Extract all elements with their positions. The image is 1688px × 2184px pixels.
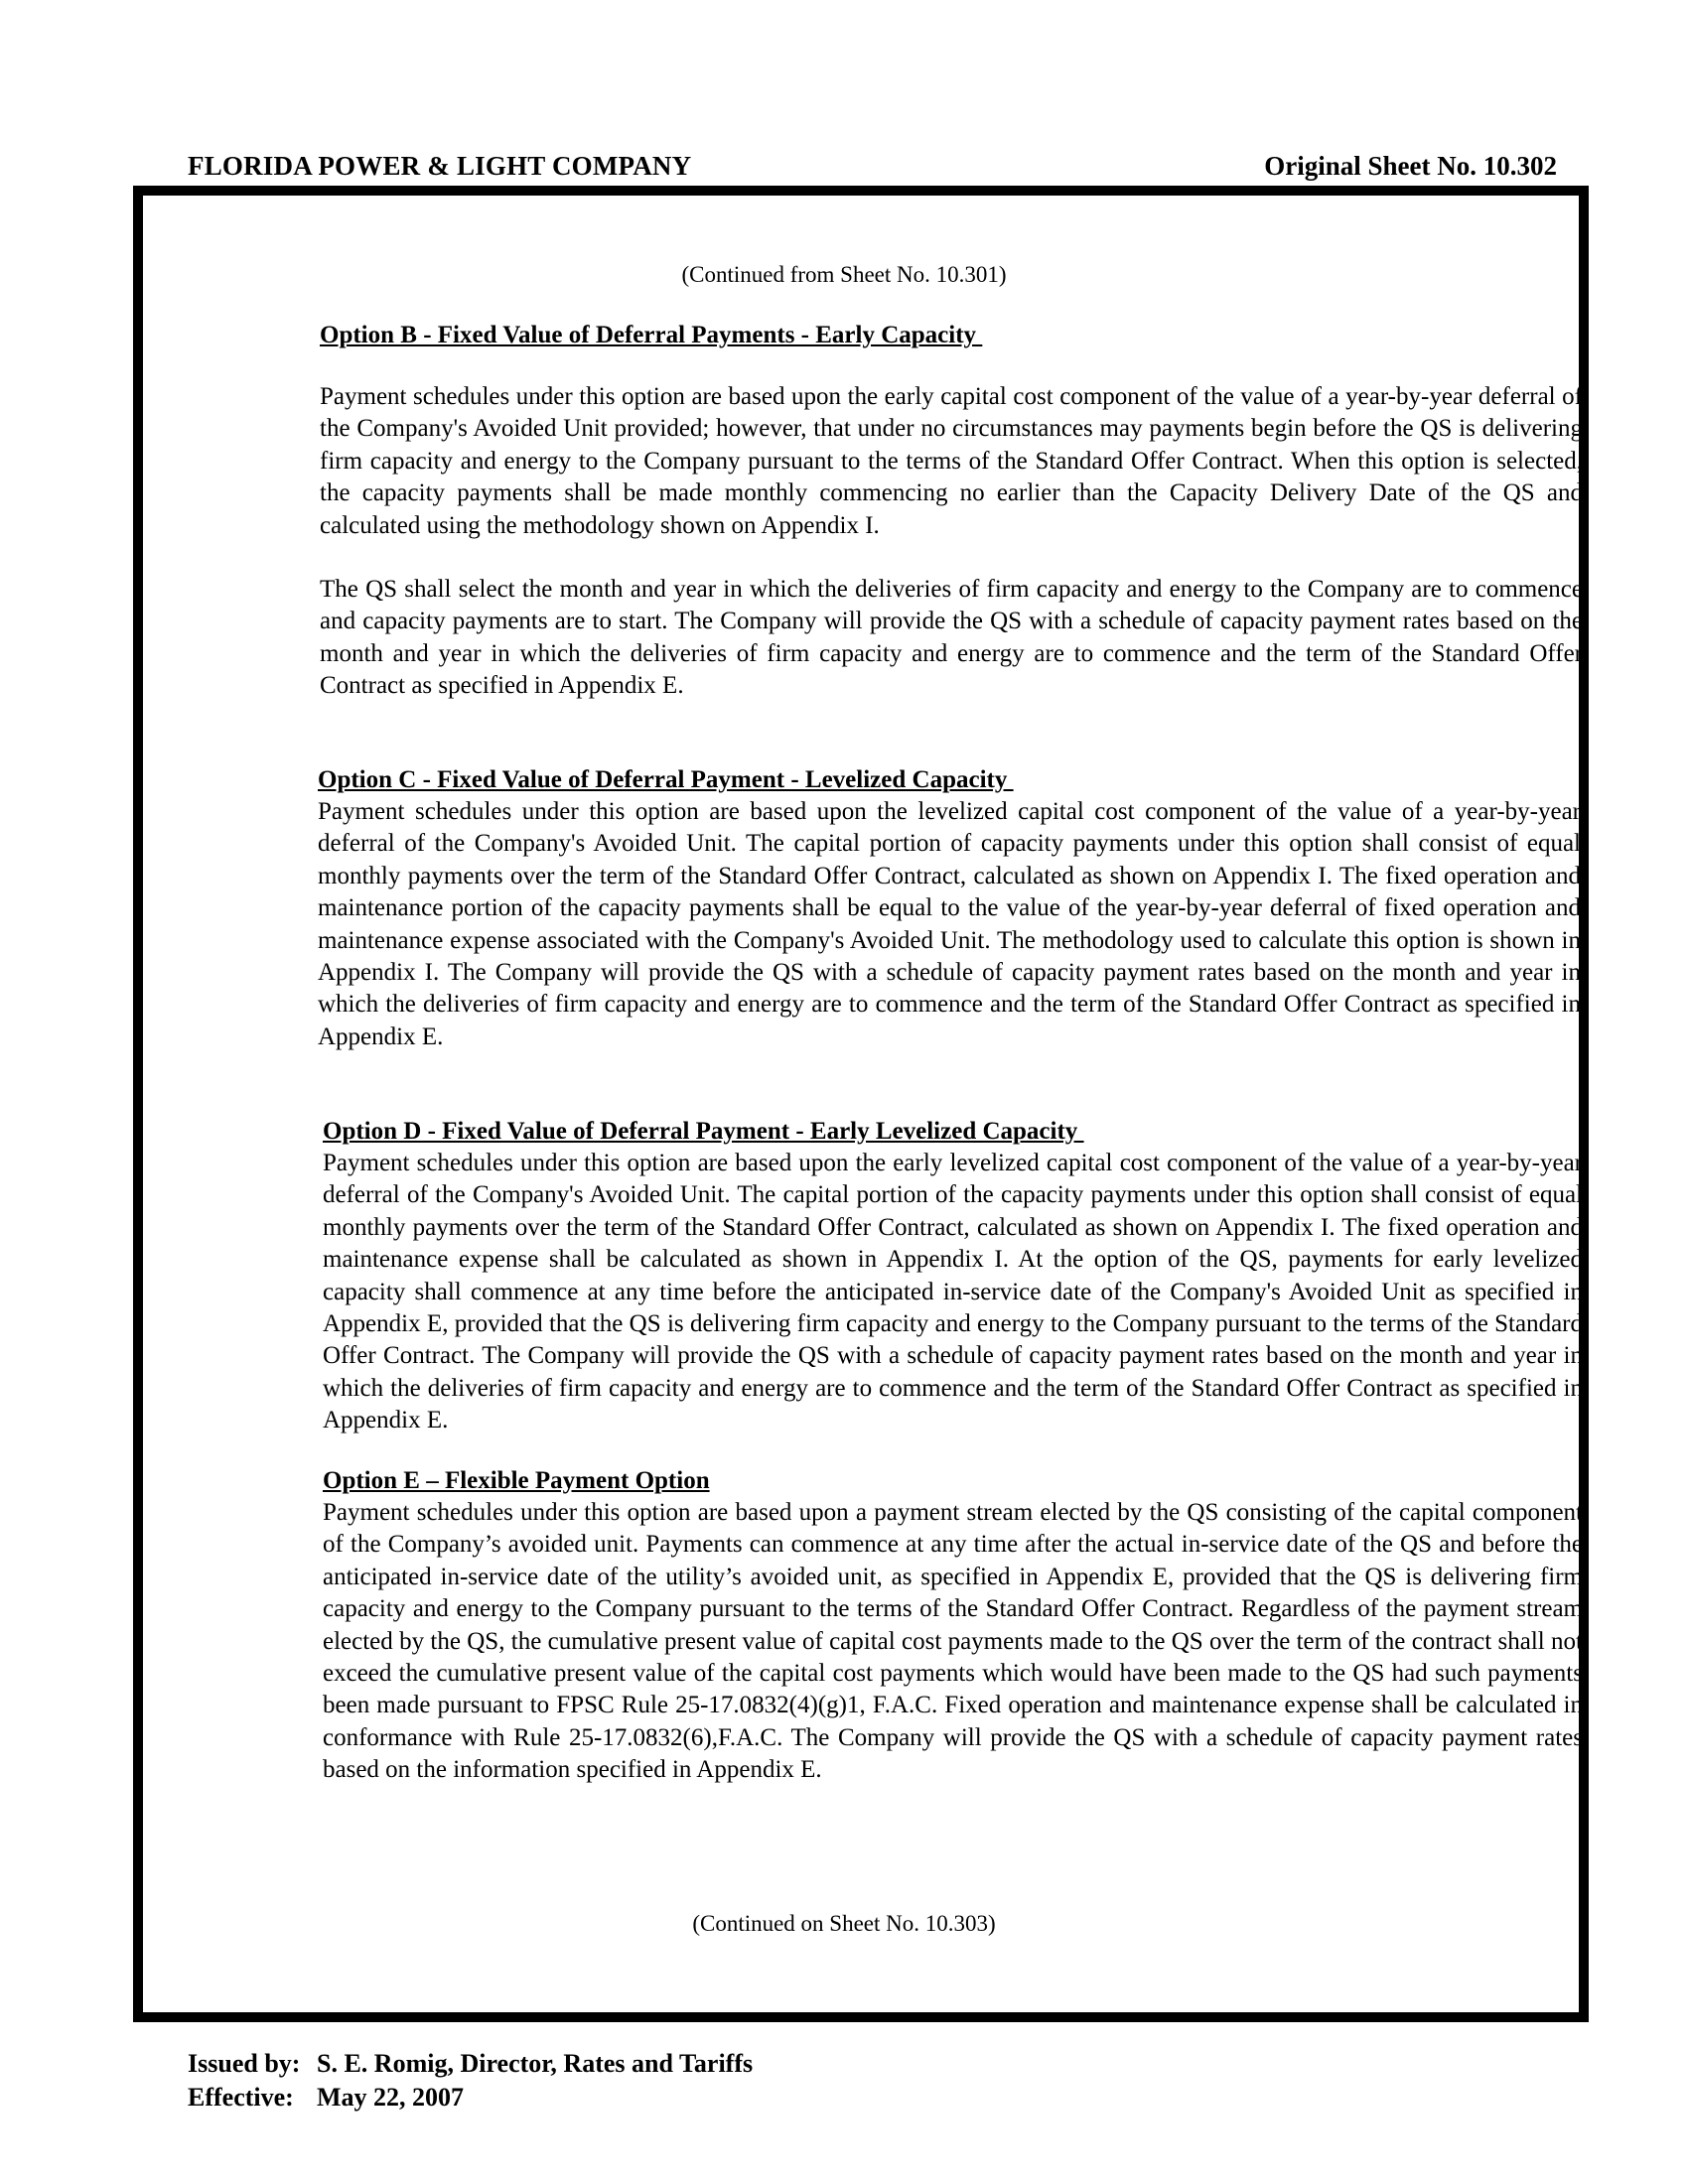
- option-b-paragraph-2: The QS shall select the month and year in which the deliveries of firm capacity and energy to the Company are to commence and capacity payments are to start. The Company will provide the QS with a schedule of capacity payment rates based on the month and year in which the deliveries of firm capacity and energy are to commence and the term of the Standard Offer Contract as specified in Appendix E.: [320, 576, 1583, 700]
- option-d-heading: Option D - Fixed Value of Deferral Payment - Early Levelized Capacity: [323, 1118, 1084, 1145]
- footer: [188, 2047, 753, 2115]
- option-d-paragraph: Payment schedules under this option are based upon the early levelized capital cost component of the value of a year-by-year deferral of the Company's Avoided Unit. The capital portion of the capacity payments under this option shall consist of equal monthly payments over the term of the Standard Offer Contract, calculated as shown on Appendix I. The fixed operation and maintenance expense shall be calculated as shown in Appendix I. At the option of the QS, payments for early levelized capacity shall commence at any time before the anticipated in-service date of the Company's Avoided Unit as specified in Appendix E, provided that the QS is delivering firm capacity and energy to the Company pursuant to the terms of the Standard Offer Contract. The Company will provide the QS with a schedule of capacity payment rates based on the month and year in which the deliveries of firm capacity and energy are to commence and the term of the Standard Offer Contract as specified in Appendix E.: [323, 1150, 1583, 1434]
- effective-label: Effective:: [188, 2083, 294, 2112]
- issued-by-value: S. E. Romig, Director, Rates and Tariffs: [317, 2049, 754, 2078]
- option-b-section: [320, 320, 1583, 703]
- option-b-paragraph-1: Payment schedules under this option are based upon the early capital cost component of the value of a year-by-year deferral of the Company's Avoided Unit provided; however, that under no circumstances may payments begin before the QS is delivering firm capacity and energy to the Company pursuant to the terms of the Standard Offer Contract. When this option is selected, the capacity payments shall be made monthly commencing no earlier than the Capacity Delivery Date of the QS and calculated using the methodology shown on Appendix I.: [320, 383, 1583, 539]
- option-c-heading: Option C - Fixed Value of Deferral Payment - Levelized Capacity: [318, 766, 1014, 793]
- option-d-section: [323, 1116, 1583, 1437]
- paragraph-spacer: [320, 542, 1583, 574]
- effective-row: [188, 2081, 753, 2115]
- sheet-number: Original Sheet No. 10.302: [1264, 151, 1557, 181]
- option-e-heading: Option E – Flexible Payment Option: [323, 1467, 710, 1494]
- issued-by-label: Issued by:: [188, 2049, 301, 2078]
- issued-by-row: [188, 2047, 753, 2081]
- option-e-paragraph: Payment schedules under this option are based upon a payment stream elected by the QS consisting of the capital component of the Company’s avoided unit. Payments can commence at any time after the actual in-service date of the QS and before the anticipated in-service date of the utility’s avoided unit, as specified in Appendix E, provided that the QS is delivering firm capacity and energy to the Company pursuant to the terms of the Standard Offer Contract. Regardless of the payment stream elected by the QS, the cumulative present value of capital cost payments made to the QS over the term of the contract shall not exceed the cumulative present value of the capital cost payments which would have been made to the QS had such payments been made pursuant to FPSC Rule 25-17.0832(4)(g)1, F.A.C. Fixed operation and maintenance expense shall be calculated in conformance with Rule 25-17.0832(6),F.A.C. The Company will provide the QS with a schedule of capacity payment rates based on the information specified in Appendix E.: [323, 1499, 1583, 1784]
- option-c-paragraph: Payment schedules under this option are based upon the levelized capital cost component of the value of a year-by-year deferral of the Company's Avoided Unit. The capital portion of capacity payments under this option shall consist of equal monthly payments over the term of the Standard Offer Contract, calculated as shown on Appendix I. The fixed operation and maintenance portion of the capacity payments shall be equal to the value of the year-by-year deferral of fixed operation and maintenance expense associated with the Company's Avoided Unit. The methodology used to calculate this option is shown in Appendix I. The Company will provide the QS with a schedule of capacity payment rates based on the month and year in which the deliveries of firm capacity and energy are to commence and the term of the Standard Offer Contract as specified in Appendix E.: [318, 798, 1581, 1050]
- option-c-section: [318, 764, 1581, 1053]
- continued-from-note: (Continued from Sheet No. 10.301): [681, 262, 1007, 287]
- continued-on-note: (Continued on Sheet No. 10.303): [692, 1911, 996, 1936]
- option-b-heading: Option B - Fixed Value of Deferral Payments - Early Capacity: [320, 322, 983, 348]
- company-name: FLORIDA POWER & LIGHT COMPANY: [188, 151, 692, 181]
- option-e-section: [323, 1465, 1583, 1787]
- effective-value: May 22, 2007: [317, 2083, 465, 2112]
